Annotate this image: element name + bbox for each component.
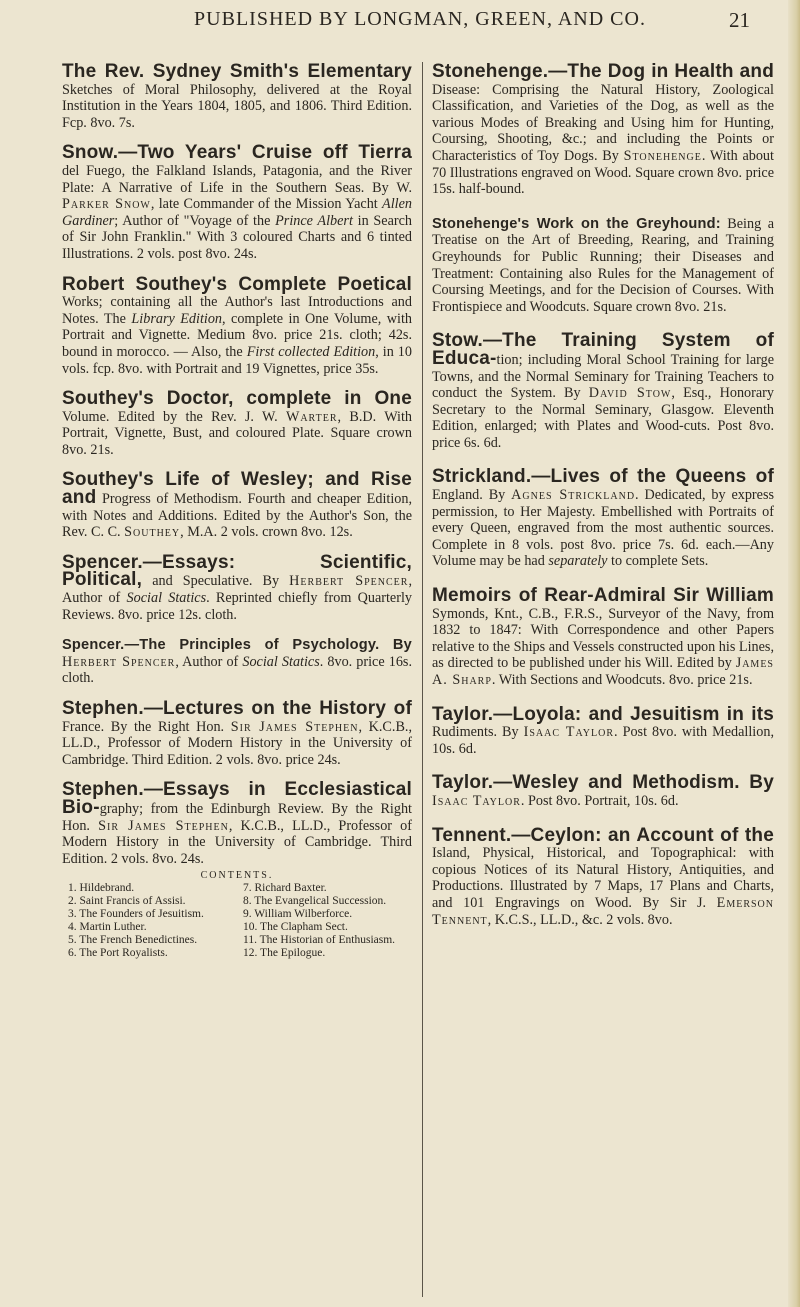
- contents-item: 6. The Port Royalists.: [68, 947, 168, 960]
- entry-southey-wesley: [62, 469, 412, 541]
- entry-text: . With about 70 Illustrations engraved on Wood. Square crown 8vo. price 15s. half-bound.: [432, 147, 774, 198]
- entry-title: Stow.—The Training System of Educa-: [432, 330, 774, 369]
- entry-text: , Author of: [175, 653, 243, 670]
- contents-list: [62, 869, 412, 960]
- entry-stow: [432, 330, 774, 451]
- entry-southey-doctor: [62, 388, 412, 458]
- contents-item: 2. Saint Francis of Assisi.: [68, 895, 186, 908]
- entry-title: Stonehenge.—The Dog in Health and: [432, 61, 774, 82]
- entry-text: England. By: [432, 487, 512, 504]
- entry-text: Herbert Spencer: [62, 653, 176, 670]
- entry-title: Stephen.—Lectures on the History of: [62, 698, 412, 719]
- entry-taylor-loyola: [432, 703, 774, 758]
- entry-text: Library Edition: [131, 310, 223, 327]
- entry-text: Rudiments. By: [432, 724, 524, 741]
- entry-title: Snow.—Two Years' Cruise off Tierra: [62, 142, 412, 164]
- entry-stonehenge-greyhound: [432, 216, 774, 316]
- right-column: [432, 61, 774, 928]
- entry-text: , Esq., Honorary Secretary to the Normal Seminary, Glasgow. Eleventh Edition, enlarged; with Plates and Wood-cuts. Post 8vo. price 6s. 6d.: [432, 385, 774, 451]
- page-edge: [788, 0, 800, 1307]
- entry-text: , Author of: [62, 573, 412, 607]
- entry-text: Sir James Stephen: [230, 718, 359, 735]
- entry-snow: [62, 142, 412, 262]
- entry-title: Taylor.—Loyola: and Jesuitism in its: [432, 703, 774, 725]
- entry-text: Herbert Spencer: [289, 573, 409, 590]
- contents-item: 7. Richard Baxter.: [243, 882, 327, 895]
- entry-text: Isaac Taylor: [523, 724, 614, 741]
- entry-taylor-wesley: [432, 772, 774, 809]
- entry-southey-poetical-works: [62, 273, 412, 378]
- entry-title: Spencer.—The Principles of Psychology. By: [62, 637, 412, 654]
- entry-text: Sketches of Moral Philosophy, delivered at the Royal Institution in the Years 1804, 1805, and 1806. Third Edition. Fcp. 8vo. 7s.: [62, 81, 412, 131]
- entry-text: Southey: [124, 524, 181, 541]
- entry-text: , M.A. 2 vols. crown 8vo. 12s.: [180, 524, 353, 541]
- entry-text: Isaac Taylor: [432, 792, 521, 809]
- entry-text: Island, Physical, Historical, and Topographical: with copious Notices of its Natural History, Antiquities, and Productions. Illustrated by 7 Maps, 17 Plans and Charts, and 101 Engravings on Wood. By Sir J.: [432, 845, 774, 911]
- entry-text: Progress of Methodism. Fourth and cheaper Edition, with Notes and Additions. Edited by the Author's Son, the Rev. C. C.: [62, 491, 412, 541]
- contents-item: 5. The French Benedictines.: [68, 934, 198, 947]
- entry-title: Taylor.—Wesley and Methodism. By: [432, 772, 774, 794]
- entry-text: in Search of Sir John Franklin." With 3 coloured Charts and 6 tinted Illustrations. 2 vols. post 8vo. 24s.: [62, 212, 412, 262]
- entry-text: Social Statics: [126, 590, 207, 607]
- contents-item: 10. The Clapham Sect.: [243, 921, 348, 934]
- entry-text: graphy; from the Edinburgh Review. By the Right Hon.: [62, 800, 412, 834]
- entry-text: , K.C.S., LL.D., &c. 2 vols. 8vo.: [487, 911, 673, 928]
- contents-item: 9. William Wilberforce.: [243, 908, 353, 921]
- entry-text: David Stow: [588, 385, 672, 402]
- entry-text: , K.C.B., LL.D., Professor of Modern History in the University of Cambridge. Third Edition. 2 vols. 8vo. price 24s.: [62, 718, 412, 768]
- contents-item: 12. The Epilogue.: [243, 947, 326, 960]
- entry-text: Parker Snow: [62, 196, 151, 213]
- publisher-line: PUBLISHED BY LONGMAN, GREEN, AND CO.: [194, 8, 646, 30]
- running-header: [90, 8, 750, 34]
- entry-text: James A. Sharp: [432, 655, 774, 688]
- entry-text: First collected Edition: [246, 343, 376, 360]
- entry-text: Being a Treatise on the Art of Breeding, Rearing, and Training Greyhounds for Public Running; their Diseases and Treatment: Containing also Rules for the Management of Coursing Meetings, and for the Decision of Courses. With Frontispiece and Woodcuts. Square crown 8vo. 21s.: [432, 215, 774, 315]
- entry-text: . 8vo. price 16s. cloth.: [62, 653, 412, 687]
- entry-stephen-lectures: [62, 698, 412, 768]
- entry-spencer-psychology: [62, 637, 412, 687]
- entry-title: Stephen.—Essays in Ecclesiastical Bio-: [62, 779, 412, 818]
- column-divider: [422, 62, 423, 1297]
- entry-text: , in 10 vols. fcp. 8vo. with Portrait and 19 Vignettes, price 35s.: [62, 343, 412, 377]
- entry-title: Southey's Doctor, complete in One: [62, 388, 412, 410]
- entry-text: to complete Sets.: [607, 553, 709, 570]
- entry-text: Disease: Comprising the Natural History, Zoological Classification, and Varieties of the Dog, as well as the various Modes of Breaking and Using him for Hunting, Coursing, Shooting, &c.; and including the Points or Characteristics of Toy Dogs. By: [432, 81, 774, 164]
- entry-spencer-essays: [62, 551, 412, 623]
- entry-text: Emerson Tennent: [432, 894, 774, 928]
- entry-text: France. By the Right Hon.: [62, 718, 231, 735]
- left-column: [62, 61, 412, 960]
- entry-text: . With Sections and Woodcuts. 8vo. price 21s.: [491, 672, 753, 688]
- contents-heading: CONTENTS.: [200, 870, 274, 882]
- entry-text: . Post 8vo. Portrait, 10s. 6d.: [520, 792, 679, 809]
- entry-text: Stonehenge: [623, 147, 702, 164]
- entry-text: , B.D. With Portrait, Vignette, Bust, and coloured Plate. Square crown 8vo. 21s.: [62, 408, 412, 458]
- page-number: 21: [729, 8, 750, 32]
- entry-text: Social Statics: [242, 653, 320, 670]
- entry-text: separately: [548, 553, 608, 570]
- entry-stephen-essays: [62, 779, 412, 867]
- entry-text: Prince Albert: [275, 212, 353, 229]
- contents-column-1: [62, 882, 237, 960]
- entry-title: Spencer.—Essays: Scientific, Political,: [62, 551, 412, 591]
- entry-text: Agnes Strickland: [511, 487, 636, 504]
- entry-title: Stonehenge's Work on the Greyhound:: [432, 215, 721, 232]
- entry-text: , late Commander of the Mission Yacht: [150, 196, 383, 213]
- entry-symonds-memoirs: [432, 585, 774, 689]
- entry-text: . Dedicated, by express permission, to Her Majesty. Embellished with Portraits of every Queen, engraved from the most authentic sources. Complete in 8 vols. post 8vo. price 7s. 6d. each.—Any Volume may be had: [432, 487, 774, 570]
- entry-text: . Post 8vo. with Medallion, 10s. 6d.: [432, 724, 774, 757]
- entry-tennent-ceylon: [432, 824, 774, 929]
- entry-title: Southey's Life of Wesley; and Rise and: [62, 469, 412, 509]
- contents-item: 1. Hildebrand.: [68, 882, 135, 895]
- entry-title: Tennent.—Ceylon: an Account of the: [432, 824, 774, 846]
- entry-text: ; Author of "Voyage of the: [114, 212, 276, 229]
- entry-title: Robert Southey's Complete Poetical: [62, 273, 412, 295]
- contents-item: 4. Martin Luther.: [68, 921, 147, 934]
- entry-text: tion; including Moral School Training for large Towns, and the Normal Seminary for Training Teachers to conduct the System. By: [432, 351, 774, 402]
- entry-text: Volume. Edited by the Rev. J. W.: [62, 408, 286, 425]
- entry-text: , K.C.B., LL.D., Professor of Modern History in the University of Cambridge. Third Edition. 2 vols. 8vo. 24s.: [62, 817, 412, 867]
- entry-text: Allen Gardiner: [62, 196, 412, 229]
- entry-text: Symonds, Knt., C.B., F.R.S., Surveyor of the Navy, from 1832 to 1847: With Correspondence and other Papers relative to the Ships and Vessels constructed upon his Lines, as directed to be published under his Will. Edited by: [432, 605, 774, 672]
- contents-item: 3. The Founders of Jesuitism.: [68, 908, 204, 921]
- entry-stonehenge-dog: [432, 61, 774, 198]
- entry-text: Sir James Stephen: [98, 817, 229, 834]
- entry-text: del Fuego, the Falkland Islands, Patagonia, and the River Plate: A Narrative of Life in the Southern Seas. By W.: [62, 162, 412, 196]
- contents-item: 11. The Historian of Enthusiasm.: [243, 934, 396, 947]
- entry-text: Works; containing all the Author's last Introductions and Notes. The: [62, 294, 412, 327]
- entry-text: and Speculative. By: [142, 573, 290, 590]
- entry-title: The Rev. Sydney Smith's Elementary: [62, 61, 412, 82]
- entry-text: Warter: [285, 408, 338, 425]
- contents-column-2: [237, 882, 412, 960]
- entry-text: . Reprinted chiefly from Quarterly Reviews. 8vo. price 12s. cloth.: [62, 590, 412, 623]
- contents-item: 8. The Evangelical Succession.: [243, 895, 387, 908]
- entry-sydney-smith: [62, 61, 412, 131]
- entry-title: Memoirs of Rear-Admiral Sir William: [432, 585, 774, 607]
- entry-text: , complete in One Volume, with Portrait and Vignette. Medium 8vo. price 21s. cloth; 42s. bound in morocco. — Also, the: [62, 310, 412, 360]
- entry-strickland: [432, 466, 774, 570]
- entry-title: Strickland.—Lives of the Queens of: [432, 466, 774, 488]
